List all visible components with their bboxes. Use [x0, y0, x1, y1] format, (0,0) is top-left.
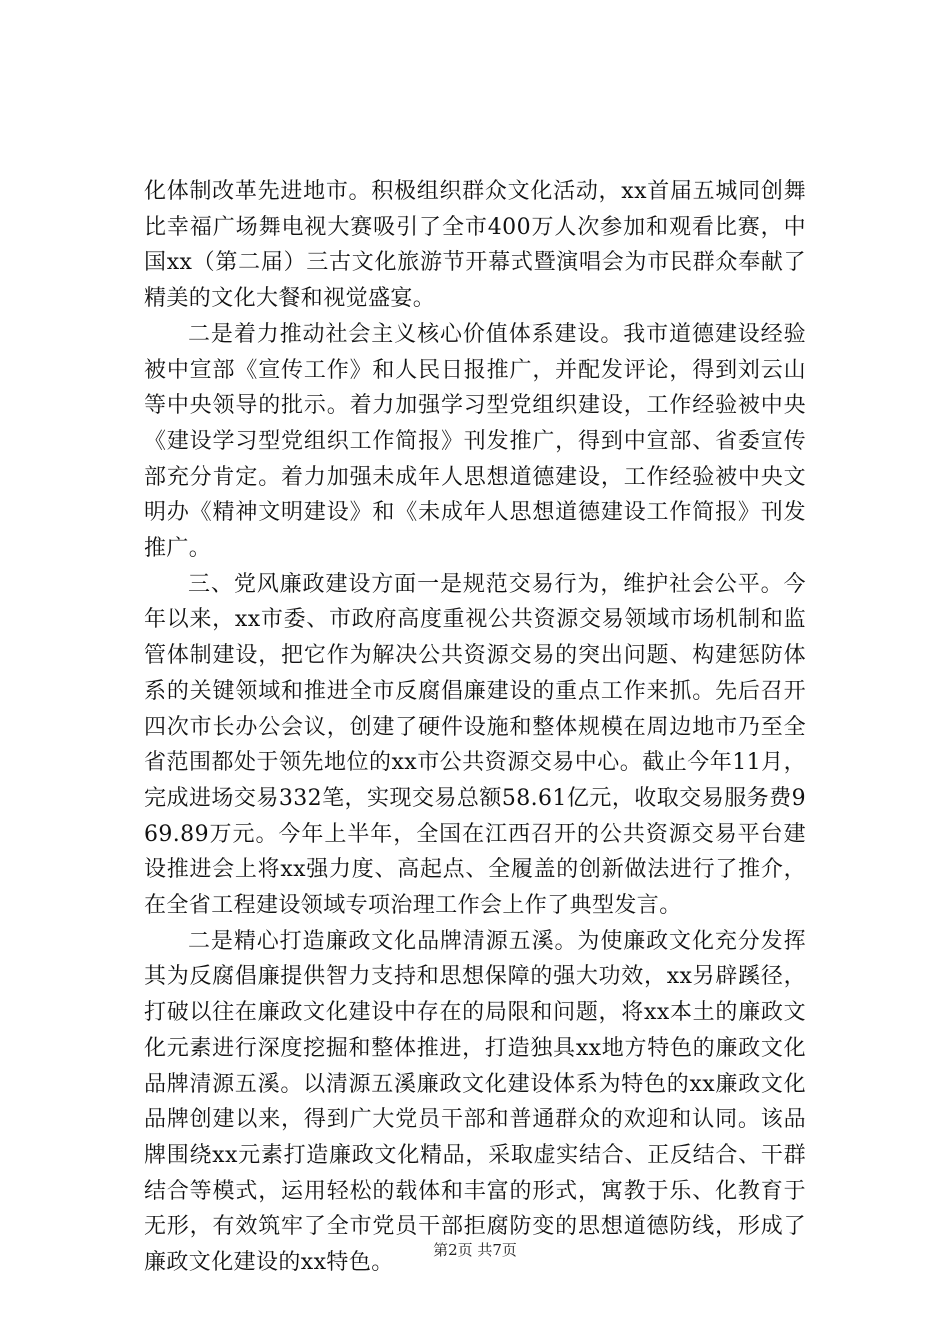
paragraph-2: 二是着力推动社会主义核心价值体系建设。我市道德建设经验被中宣部《宣传工作》和人民日报推广，并配发评论，得到刘云山等中央领导的批示。着力加强学习型党组织建设，工作经验被中央《建设学习型党组织工作简报》刊发推广，得到中宣部、省委宣传部充分肯定。着力加强未成年人思想道德建设，工作经验被中央文明办《精神文明建设》和《未成年人思想道德建设工作简报》刊发推广。 — [144, 321, 806, 562]
document-body — [144, 174, 806, 1281]
paragraph-3: 三、党风廉政建设方面一是规范交易行为，维护社会公平。今年以来，xx市委、市政府高度重视公共资源交易领域市场机制和监管体制建设，把它作为解决公共资源交易的突出问题、构建惩防体系的关键领域和推进全市反腐倡廉建设的重点工作来抓。先后召开四次市长办公会议，创建了硬件设施和整体规模在周边地市乃至全省范围都处于领先地位的xx市公共资源交易中心。截止今年11月，完成进场交易332笔，实现交易总额58.61亿元，收取交易服务费969.89万元。今年上半年，全国在江西召开的公共资源交易平台建设推进会上将xx强力度、高起点、全履盖的创新做法进行了推介，在全省工程建设领域专项治理工作会上作了典型发言。 — [144, 571, 806, 919]
page-number-footer: 第2页 共7页 — [433, 1241, 517, 1259]
paragraph-1: 化体制改革先进地市。积极组织群众文化活动，xx首届五城同创舞比幸福广场舞电视大赛吸引了全市400万人次参加和观看比赛，中国xx（第二届）三古文化旅游节开幕式暨演唱会为市民群众奉献了精美的文化大餐和视觉盛宴。 — [144, 179, 806, 312]
paragraph-4: 二是精心打造廉政文化品牌清源五溪。为使廉政文化充分发挥其为反腐倡廉提供智力支持和思想保障的强大功效，xx另辟蹊径，打破以往在廉政文化建设中存在的局限和问题，将xx本土的廉政文化元素进行深度挖掘和整体推进，打造独具xx地方特色的廉政文化品牌清源五溪。以清源五溪廉政文化建设体系为特色的xx廉政文化品牌创建以来，得到广大党员干部和普通群众的欢迎和认同。该品牌围绕xx元素打造廉政文化精品，采取虚实结合、正反结合、干群结合等模式，运用轻松的载体和丰富的形式，寓教于乐、化教育于无形，有效筑牢了全市党员干部拒腐防变的思想道德防线，形成了廉政文化建设的xx特色。 — [144, 928, 806, 1276]
